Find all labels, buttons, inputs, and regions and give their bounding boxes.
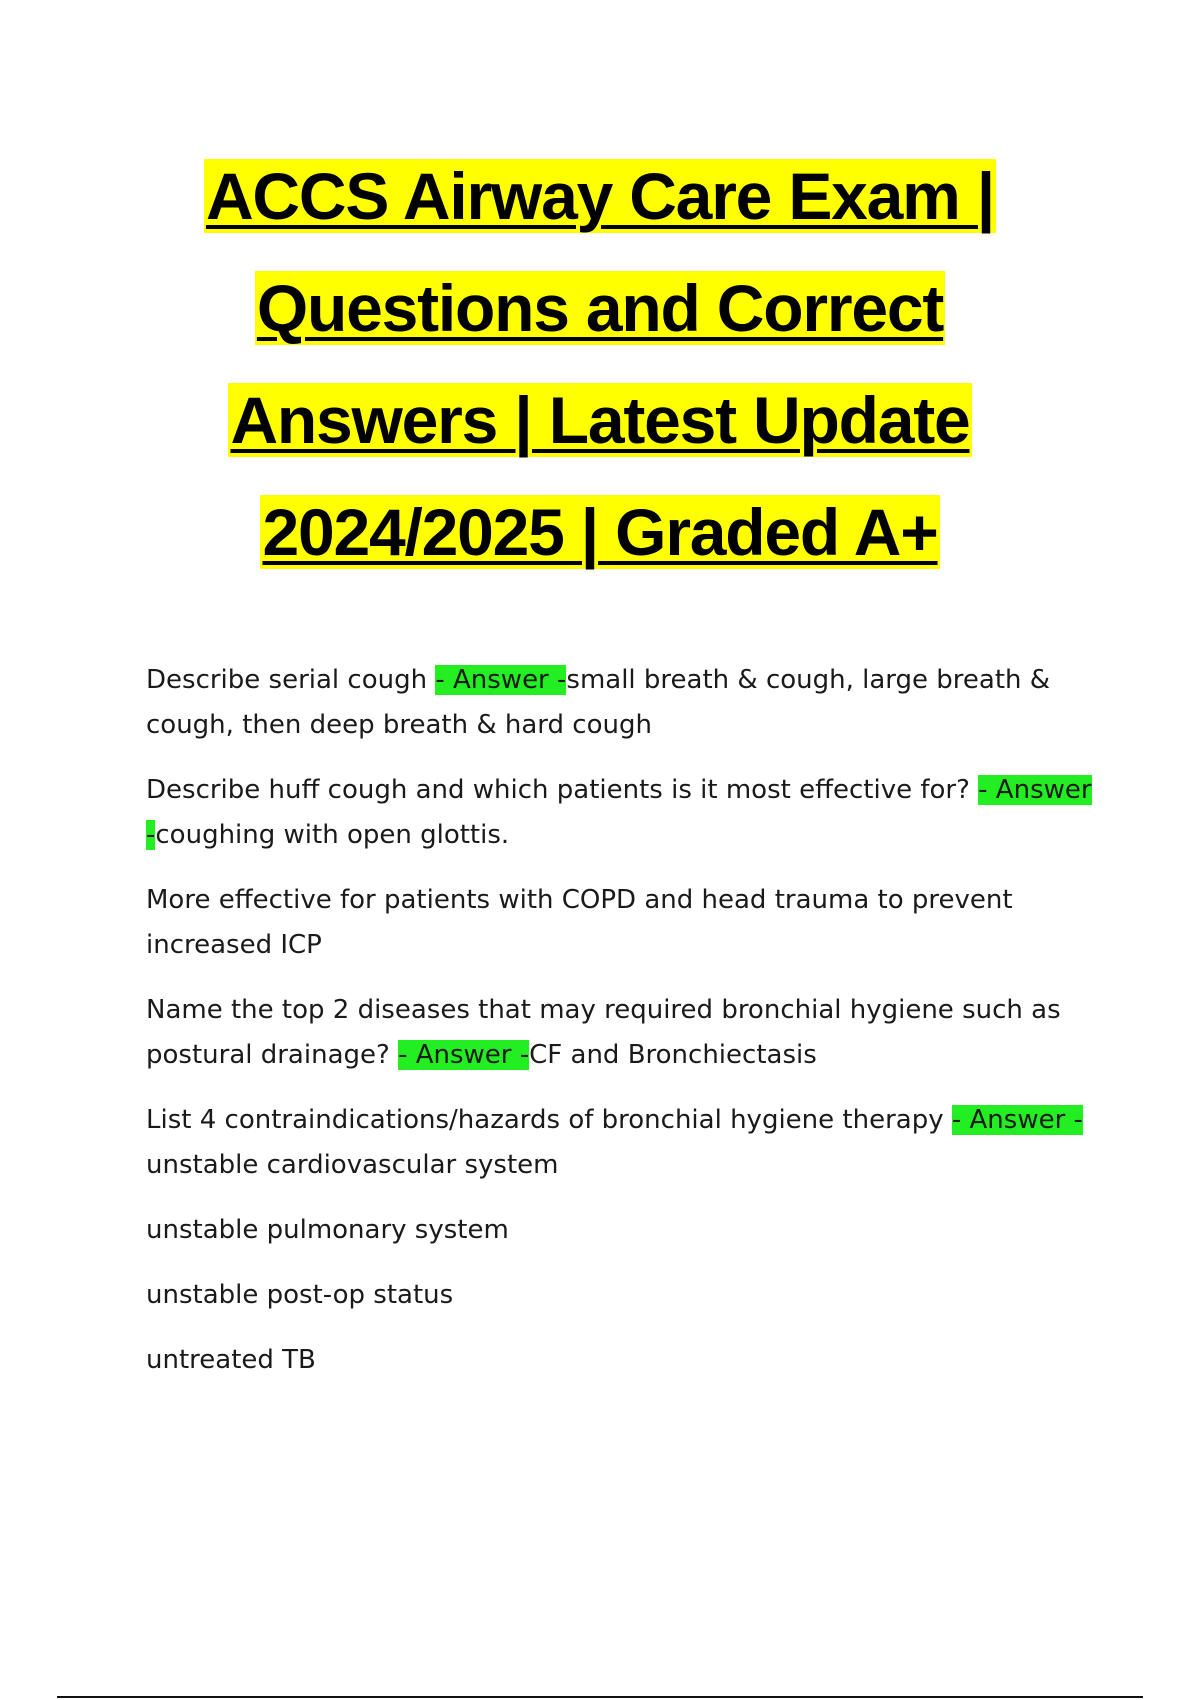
qa-item-top-diseases bbox=[146, 988, 1106, 1078]
title-line-1-text: ACCS Airway Care Exam | bbox=[205, 159, 995, 233]
title-line-1 bbox=[0, 140, 1200, 252]
title-line-4 bbox=[0, 476, 1200, 588]
qa-item-huff-cough bbox=[146, 768, 1106, 858]
document-title bbox=[0, 140, 1200, 588]
page-divider bbox=[57, 1696, 1143, 1698]
qa-item-contraindications bbox=[146, 1098, 1106, 1188]
body-text: untreated TB bbox=[146, 1345, 316, 1375]
answer-text: CF and Bronchiectasis bbox=[529, 1040, 817, 1070]
qa-item-pulmonary bbox=[146, 1208, 1106, 1253]
question-text: Name the top 2 diseases that may required bronchial hygiene such as postural drainage? bbox=[146, 995, 1061, 1070]
qa-item-copd-note bbox=[146, 878, 1106, 968]
question-text: Describe serial cough bbox=[146, 665, 436, 695]
qa-item-post-op bbox=[146, 1273, 1106, 1318]
answer-text: small breath & cough, large breath & cough, then deep breath & hard cough bbox=[146, 665, 1051, 740]
question-text: List 4 contraindications/hazards of bronchial hygiene therapy bbox=[146, 1105, 952, 1135]
answer-text: coughing with open glottis. bbox=[155, 820, 510, 850]
body-text: unstable pulmonary system bbox=[146, 1215, 509, 1245]
title-line-4-text: 2024/2025 | Graded A+ bbox=[262, 495, 938, 569]
title-line-3-text: Answers | Latest Update bbox=[230, 383, 970, 457]
title-line-3 bbox=[0, 364, 1200, 476]
answer-marker: - Answer - bbox=[951, 1105, 1083, 1135]
answer-marker: - Answer - bbox=[146, 775, 1092, 850]
qa-item-serial-cough bbox=[146, 658, 1106, 748]
body-text: unstable post-op status bbox=[146, 1280, 454, 1310]
answer-marker: - Answer - bbox=[435, 665, 567, 695]
qa-item-tb bbox=[146, 1338, 1106, 1383]
title-line-2-text: Questions and Correct bbox=[256, 271, 944, 345]
qa-list bbox=[146, 658, 1106, 1403]
answer-text: unstable cardiovascular system bbox=[146, 1150, 559, 1180]
body-text: More effective for patients with COPD and head trauma to prevent increased ICP bbox=[146, 885, 1013, 960]
title-line-2 bbox=[0, 252, 1200, 364]
answer-marker: - Answer - bbox=[398, 1040, 530, 1070]
question-text: Describe huff cough and which patients is it most effective for? bbox=[146, 775, 979, 805]
